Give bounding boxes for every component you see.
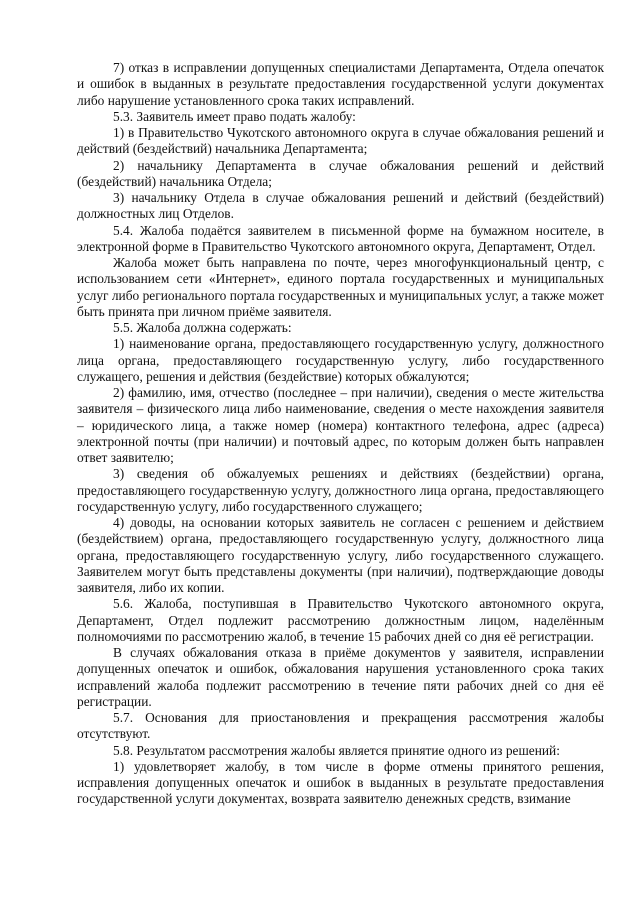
paragraph-5-8-item-1: 1) удовлетворяет жалобу, в том числе в форме отмены принятого решения, исправления допущенных опечаток и ошибок в выданных в результате предоставления государственной услуги документах, возврата заявителю денежных средств, взимание: [77, 758, 604, 807]
paragraph-5-4-submission: Жалоба может быть направлена по почте, через многофункциональный центр, с использованием сети «Интернет», единого портала государственных и муниципальных услуг либо регионального портала государственных и муниципальных услуг, а также может быть принята при личном приёме заявителя.: [77, 255, 604, 319]
paragraph-5-7: 5.7. Основания для приостановления и прекращения рассмотрения жалобы отсутствуют.: [77, 710, 604, 742]
paragraph-5-6-short-term: В случаях обжалования отказа в приёме документов у заявителя, исправлении допущенных опечаток и ошибок, обжалования нарушения установленного срока таких исправлений жалоба подлежит рассмотрению в течение пяти рабочих дней со дня её регистрации.: [77, 645, 604, 709]
paragraph-5-5-item-2: 2) фамилию, имя, отчество (последнее – при наличии), сведения о месте жительства заявителя – физического лица либо наименование, сведения о месте нахождения заявителя – юридического лица, а также номер (номера) контактного телефона, адрес (адреса) электронной почты (при наличии) и почтовый адрес, по которым должен быть направлен ответ заявителю;: [77, 385, 604, 465]
paragraph-5-3-item-2: 2) начальнику Департамента в случае обжалования решений и действий (бездействий) начальника Отдела;: [77, 157, 604, 189]
paragraph-5-5: 5.5. Жалоба должна содержать:: [113, 320, 292, 335]
paragraph-5-5-item-3: 3) сведения об обжалуемых решениях и действиях (бездействии) органа, предоставляющего государственную услугу, должностного лица органа, предоставляющего государственную услугу, либо государственного служащего;: [77, 466, 604, 514]
paragraph-5-3: 5.3. Заявитель имеет право подать жалобу:: [113, 108, 356, 124]
paragraph-5-5-item-4: 4) доводы, на основании которых заявитель не согласен с решением и действием (бездействием) органа, предоставляющего государственную услугу, должностного лица органа, предоставляющего государственную услугу, либо государственного служащего. Заявителем могут быть представлены документы (при наличии), подтверждающие доводы заявителя, либо их копии.: [77, 515, 604, 595]
document-page: [77, 60, 604, 808]
paragraph-5-4: 5.4. Жалоба подаётся заявителем в письменной форме на бумажном носителе, в электронной форме в Правительство Чукотского автономного округа, Департамент, Отдел.: [77, 222, 604, 254]
paragraph-item-7: 7) отказ в исправлении допущенных специалистами Департамента, Отдела опечаток и ошибок в выданных в результате предоставления государственной услуги документах либо нарушение установленного срока таких исправлений.: [77, 60, 604, 108]
paragraph-5-3-item-3: 3) начальнику Отдела в случае обжалования решений и действий (бездействий) должностных лиц Отделов.: [77, 190, 604, 222]
paragraph-5-3-item-1: 1) в Правительство Чукотского автономного округа в случае обжалования решений и действий (бездействий) начальника Департамента;: [77, 125, 604, 157]
paragraph-5-5-item-1: 1) наименование органа, предоставляющего государственную услугу, должностного лица органа, предоставляющего государственную услугу, либо государственного служащего, решения и действия (бездействие) которых обжалуются;: [77, 336, 604, 384]
paragraph-5-8: 5.8. Результатом рассмотрения жалобы является принятие одного из решений:: [113, 742, 560, 758]
paragraph-5-6: 5.6. Жалоба, поступившая в Правительство Чукотского автономного округа, Департамент, Отдел подлежит рассмотрению должностным лицом, наделённым полномочиями по рассмотрению жалоб, в течение 15 рабочих дней со дня её регистрации.: [77, 596, 604, 644]
